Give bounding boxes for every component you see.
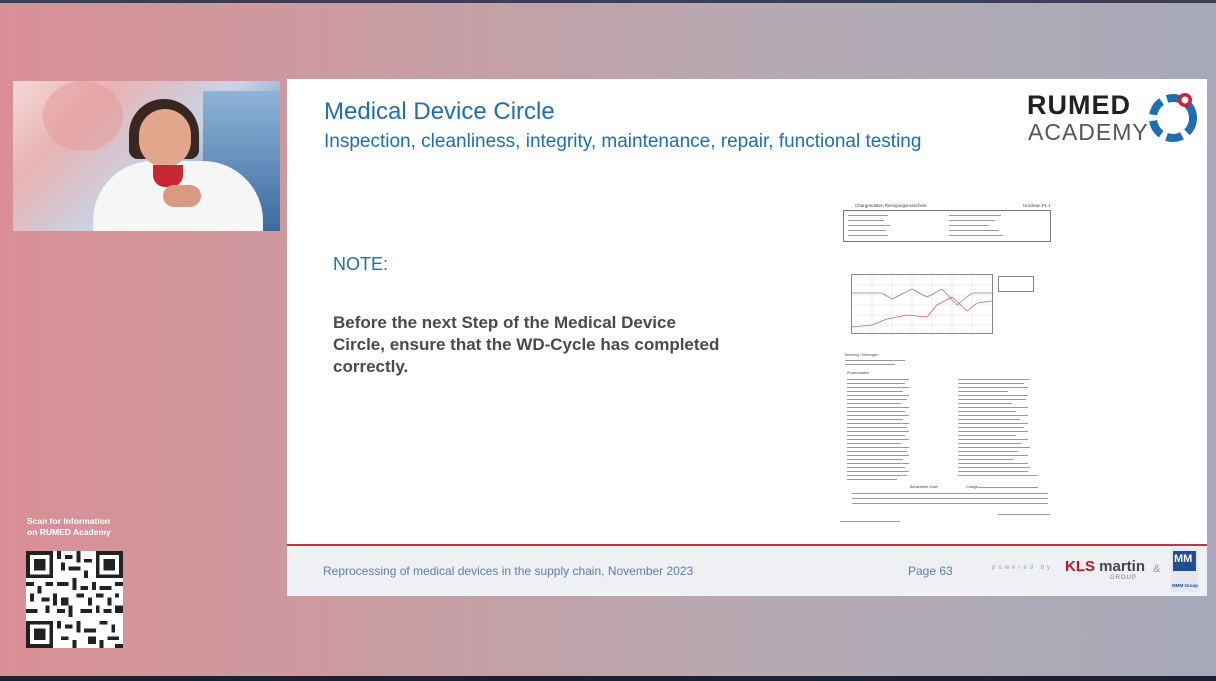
ampersand: & xyxy=(1153,563,1161,575)
qr-caption-line1: Scan for Information xyxy=(27,516,111,526)
report-subsection: Prozessdaten xyxy=(847,371,869,375)
report-header-right: Uniclean PL 1 xyxy=(1023,203,1051,208)
kls-logo-rest: martin xyxy=(1095,558,1146,575)
mmm-group-logo xyxy=(1171,548,1198,592)
brand-academy: ACADEMY xyxy=(1028,119,1149,145)
note-body: Before the next Step of the Medical Device Circle, ensure that the WD-Cycle has completed correctly. xyxy=(333,313,720,376)
report-header-left: Chargendaten Reinigungsmaschine xyxy=(855,203,927,208)
kls-group-label: GROUP xyxy=(1110,575,1138,581)
slide-title: Medical Device Circle xyxy=(324,98,555,125)
kls-martin-logo xyxy=(1065,558,1145,575)
report-process-chart xyxy=(851,274,993,334)
footer-text: Reprocessing of medical devices in the supply chain, November 2023 xyxy=(323,564,694,578)
qr-caption xyxy=(27,516,137,538)
report-info-box xyxy=(843,210,1051,242)
rumed-ring-icon xyxy=(1145,88,1201,144)
qr-code[interactable] xyxy=(26,551,123,648)
brand-rumed: RUMED xyxy=(1027,90,1131,120)
mm-logo-text: MM xyxy=(1174,553,1193,565)
report-charge-label: Charge xyxy=(966,485,978,489)
slide-subtitle: Inspection, cleanliness, integrity, maintenance, repair, functional testing xyxy=(324,131,922,152)
report-chart-legend xyxy=(998,276,1034,292)
note-label: NOTE: xyxy=(333,254,389,274)
powered-by-label: powered by xyxy=(992,565,1054,571)
wd-cycle-report-image xyxy=(838,203,1061,526)
mm-group-label: MMM Group xyxy=(1172,583,1198,588)
page-number: Page 63 xyxy=(908,564,953,578)
report-section-title: Meldung / Störungen xyxy=(845,353,879,357)
kls-logo-red: KLS xyxy=(1065,558,1095,575)
presentation-slide xyxy=(287,79,1207,596)
top-edge xyxy=(0,0,1216,3)
bottom-edge xyxy=(0,676,1216,681)
qr-caption-line2: on RUMED Academy xyxy=(27,527,111,537)
report-load-title: Behandelte Güter xyxy=(910,485,939,489)
rumed-academy-logo xyxy=(1027,88,1202,152)
presenter-webcam xyxy=(13,81,280,231)
